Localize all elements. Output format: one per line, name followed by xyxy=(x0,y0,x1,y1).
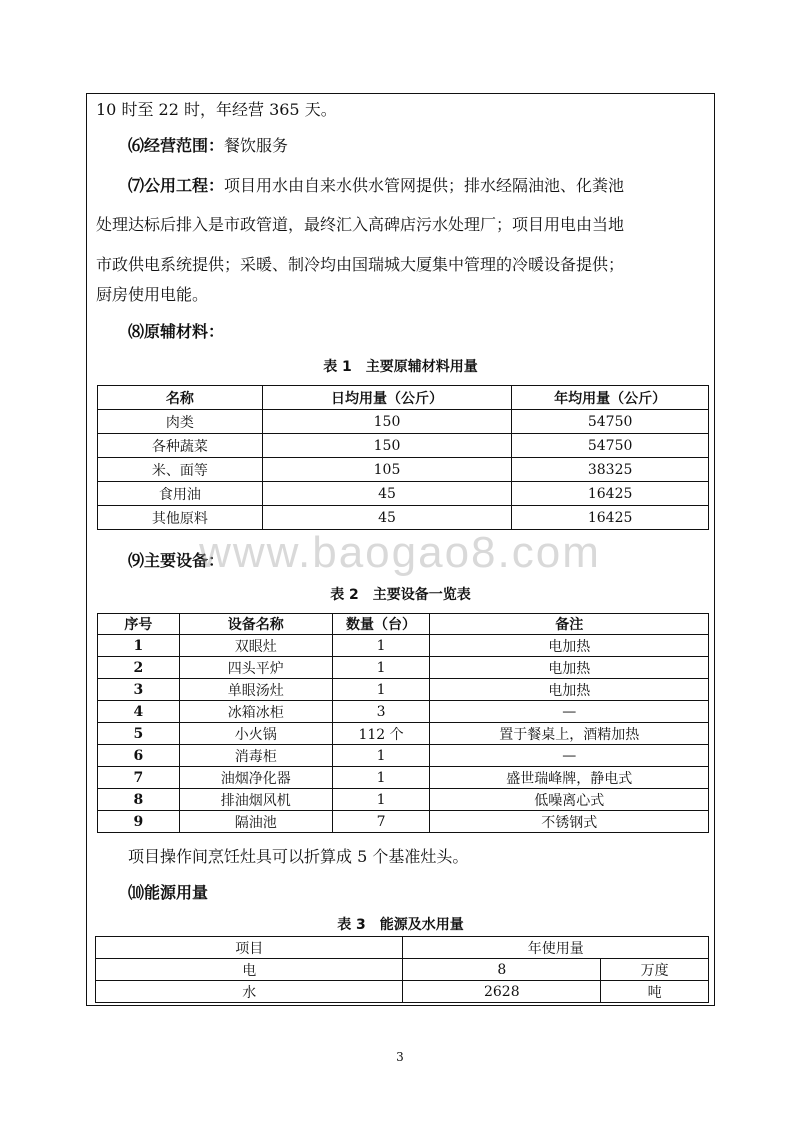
table-row xyxy=(98,789,709,811)
table-cell: 5 xyxy=(98,723,180,745)
table-row xyxy=(98,434,709,458)
table-cell: 3 xyxy=(332,701,430,723)
equipment-label: ⑼主要设备： xyxy=(128,551,225,570)
table-row xyxy=(98,458,709,482)
table-cell: 45 xyxy=(262,482,512,506)
table-cell: 盛世瑞峰牌，静电式 xyxy=(430,767,709,789)
table-cell: — xyxy=(430,701,709,723)
table-cell: 1 xyxy=(332,679,430,701)
table-cell: 7 xyxy=(98,767,180,789)
table-cell: 水 xyxy=(96,981,403,1003)
table-cell: 电加热 xyxy=(430,679,709,701)
table-cell: 54750 xyxy=(512,410,709,434)
table-cell: 油烟净化器 xyxy=(179,767,332,789)
utilities-line-1 xyxy=(96,170,705,202)
energy-label: ⑽能源用量 xyxy=(128,883,209,902)
table-row xyxy=(98,811,709,833)
table-header-row xyxy=(96,937,709,959)
table-row xyxy=(98,745,709,767)
table-cell: 38325 xyxy=(512,458,709,482)
table-cell: 其他原料 xyxy=(98,506,263,530)
table-cell: 置于餐桌上，酒精加热 xyxy=(430,723,709,745)
table-cell: 电 xyxy=(96,959,403,981)
table-cell: 8 xyxy=(98,789,180,811)
table-cell: 低噪离心式 xyxy=(430,789,709,811)
table-row xyxy=(98,657,709,679)
table-cell: 电加热 xyxy=(430,657,709,679)
utilities-line-2: 处理达标后排入是市政管道，最终汇入高碑店污水处理厂；项目用电由当地 xyxy=(96,215,625,234)
table-cell: 150 xyxy=(262,410,512,434)
table-row xyxy=(98,482,709,506)
table-header-row xyxy=(98,386,709,410)
watermark: www.baogao8.com xyxy=(199,528,601,577)
table-cell: 150 xyxy=(262,434,512,458)
table-cell: 双眼灶 xyxy=(179,635,332,657)
table-header-cell: 项目 xyxy=(96,937,403,959)
stove-note: 项目操作间烹饪灶具可以折算成 5 个基准灶头。 xyxy=(128,847,469,866)
table-cell: 各种蔬菜 xyxy=(98,434,263,458)
table1-caption: 表 1 主要原辅材料用量 xyxy=(323,359,478,375)
table-cell: 112 个 xyxy=(332,723,430,745)
table-header-row xyxy=(98,614,709,635)
table-cell: 105 xyxy=(262,458,512,482)
table-row xyxy=(98,635,709,657)
table-row xyxy=(98,767,709,789)
table-row xyxy=(96,981,709,1003)
table-cell: 1 xyxy=(332,745,430,767)
table-cell: 2628 xyxy=(403,981,601,1003)
table-row xyxy=(98,410,709,434)
table-cell: 肉类 xyxy=(98,410,263,434)
table-row xyxy=(98,723,709,745)
table-cell: 4 xyxy=(98,701,180,723)
table-cell: 冰箱冰柜 xyxy=(179,701,332,723)
utilities-line-3: 市政供电系统提供；采暖、制冷均由国瑞城大厦集中管理的冷暖设备提供； xyxy=(96,255,625,274)
scope-label: ⑹经营范围： xyxy=(128,136,225,155)
table-cell: 电加热 xyxy=(430,635,709,657)
scope-paragraph xyxy=(96,130,705,162)
table-header-cell: 数量（台） xyxy=(332,614,430,635)
table-header-cell: 日均用量（公斤） xyxy=(262,386,512,410)
scope-text: 餐饮服务 xyxy=(224,136,289,155)
table-cell: 1 xyxy=(98,635,180,657)
table-cell: 54750 xyxy=(512,434,709,458)
table-cell: 3 xyxy=(98,679,180,701)
table-row xyxy=(96,959,709,981)
table-cell: 消毒柜 xyxy=(179,745,332,767)
utilities-text-1: 项目用水由自来水供水管网提供；排水经隔油池、化粪池 xyxy=(224,176,625,195)
table-cell: 16425 xyxy=(512,482,709,506)
table-cell: 单眼汤灶 xyxy=(179,679,332,701)
table-row xyxy=(98,679,709,701)
table-row xyxy=(98,506,709,530)
page-number: 3 xyxy=(396,1050,404,1064)
table3-caption: 表 3 能源及水用量 xyxy=(337,917,464,933)
table-cell: 1 xyxy=(332,789,430,811)
table-cell: 7 xyxy=(332,811,430,833)
materials-table xyxy=(97,385,709,530)
table-cell: 45 xyxy=(262,506,512,530)
table-cell: 米、面等 xyxy=(98,458,263,482)
table-header-cell: 设备名称 xyxy=(179,614,332,635)
hours-paragraph: 10 时至 22 时，年经营 365 天。 xyxy=(96,100,337,119)
table-header-cell: 名称 xyxy=(98,386,263,410)
table-header-cell: 备注 xyxy=(430,614,709,635)
table-cell: — xyxy=(430,745,709,767)
energy-table xyxy=(95,936,709,1003)
table2-caption: 表 2 主要设备一览表 xyxy=(330,587,471,603)
table-cell: 食用油 xyxy=(98,482,263,506)
table-cell: 万度 xyxy=(601,959,709,981)
table-cell: 8 xyxy=(403,959,601,981)
table-header-cell: 序号 xyxy=(98,614,180,635)
table-cell: 四头平炉 xyxy=(179,657,332,679)
table-cell: 排油烟风机 xyxy=(179,789,332,811)
table-cell: 不锈钢式 xyxy=(430,811,709,833)
utilities-label: ⑺公用工程： xyxy=(128,176,225,195)
table-cell: 隔油池 xyxy=(179,811,332,833)
materials-label: ⑻原辅材料： xyxy=(128,322,225,341)
table-cell: 16425 xyxy=(512,506,709,530)
table-cell: 2 xyxy=(98,657,180,679)
equipment-table xyxy=(97,613,709,833)
table-cell: 1 xyxy=(332,767,430,789)
utilities-line-4: 厨房使用电能。 xyxy=(96,285,209,304)
table-cell: 吨 xyxy=(601,981,709,1003)
table-cell: 1 xyxy=(332,635,430,657)
table-cell: 1 xyxy=(332,657,430,679)
table-header-cell: 年使用量 xyxy=(403,937,709,959)
table-cell: 9 xyxy=(98,811,180,833)
table-cell: 6 xyxy=(98,745,180,767)
table-row xyxy=(98,701,709,723)
table-header-cell: 年均用量（公斤） xyxy=(512,386,709,410)
table-cell: 小火锅 xyxy=(179,723,332,745)
